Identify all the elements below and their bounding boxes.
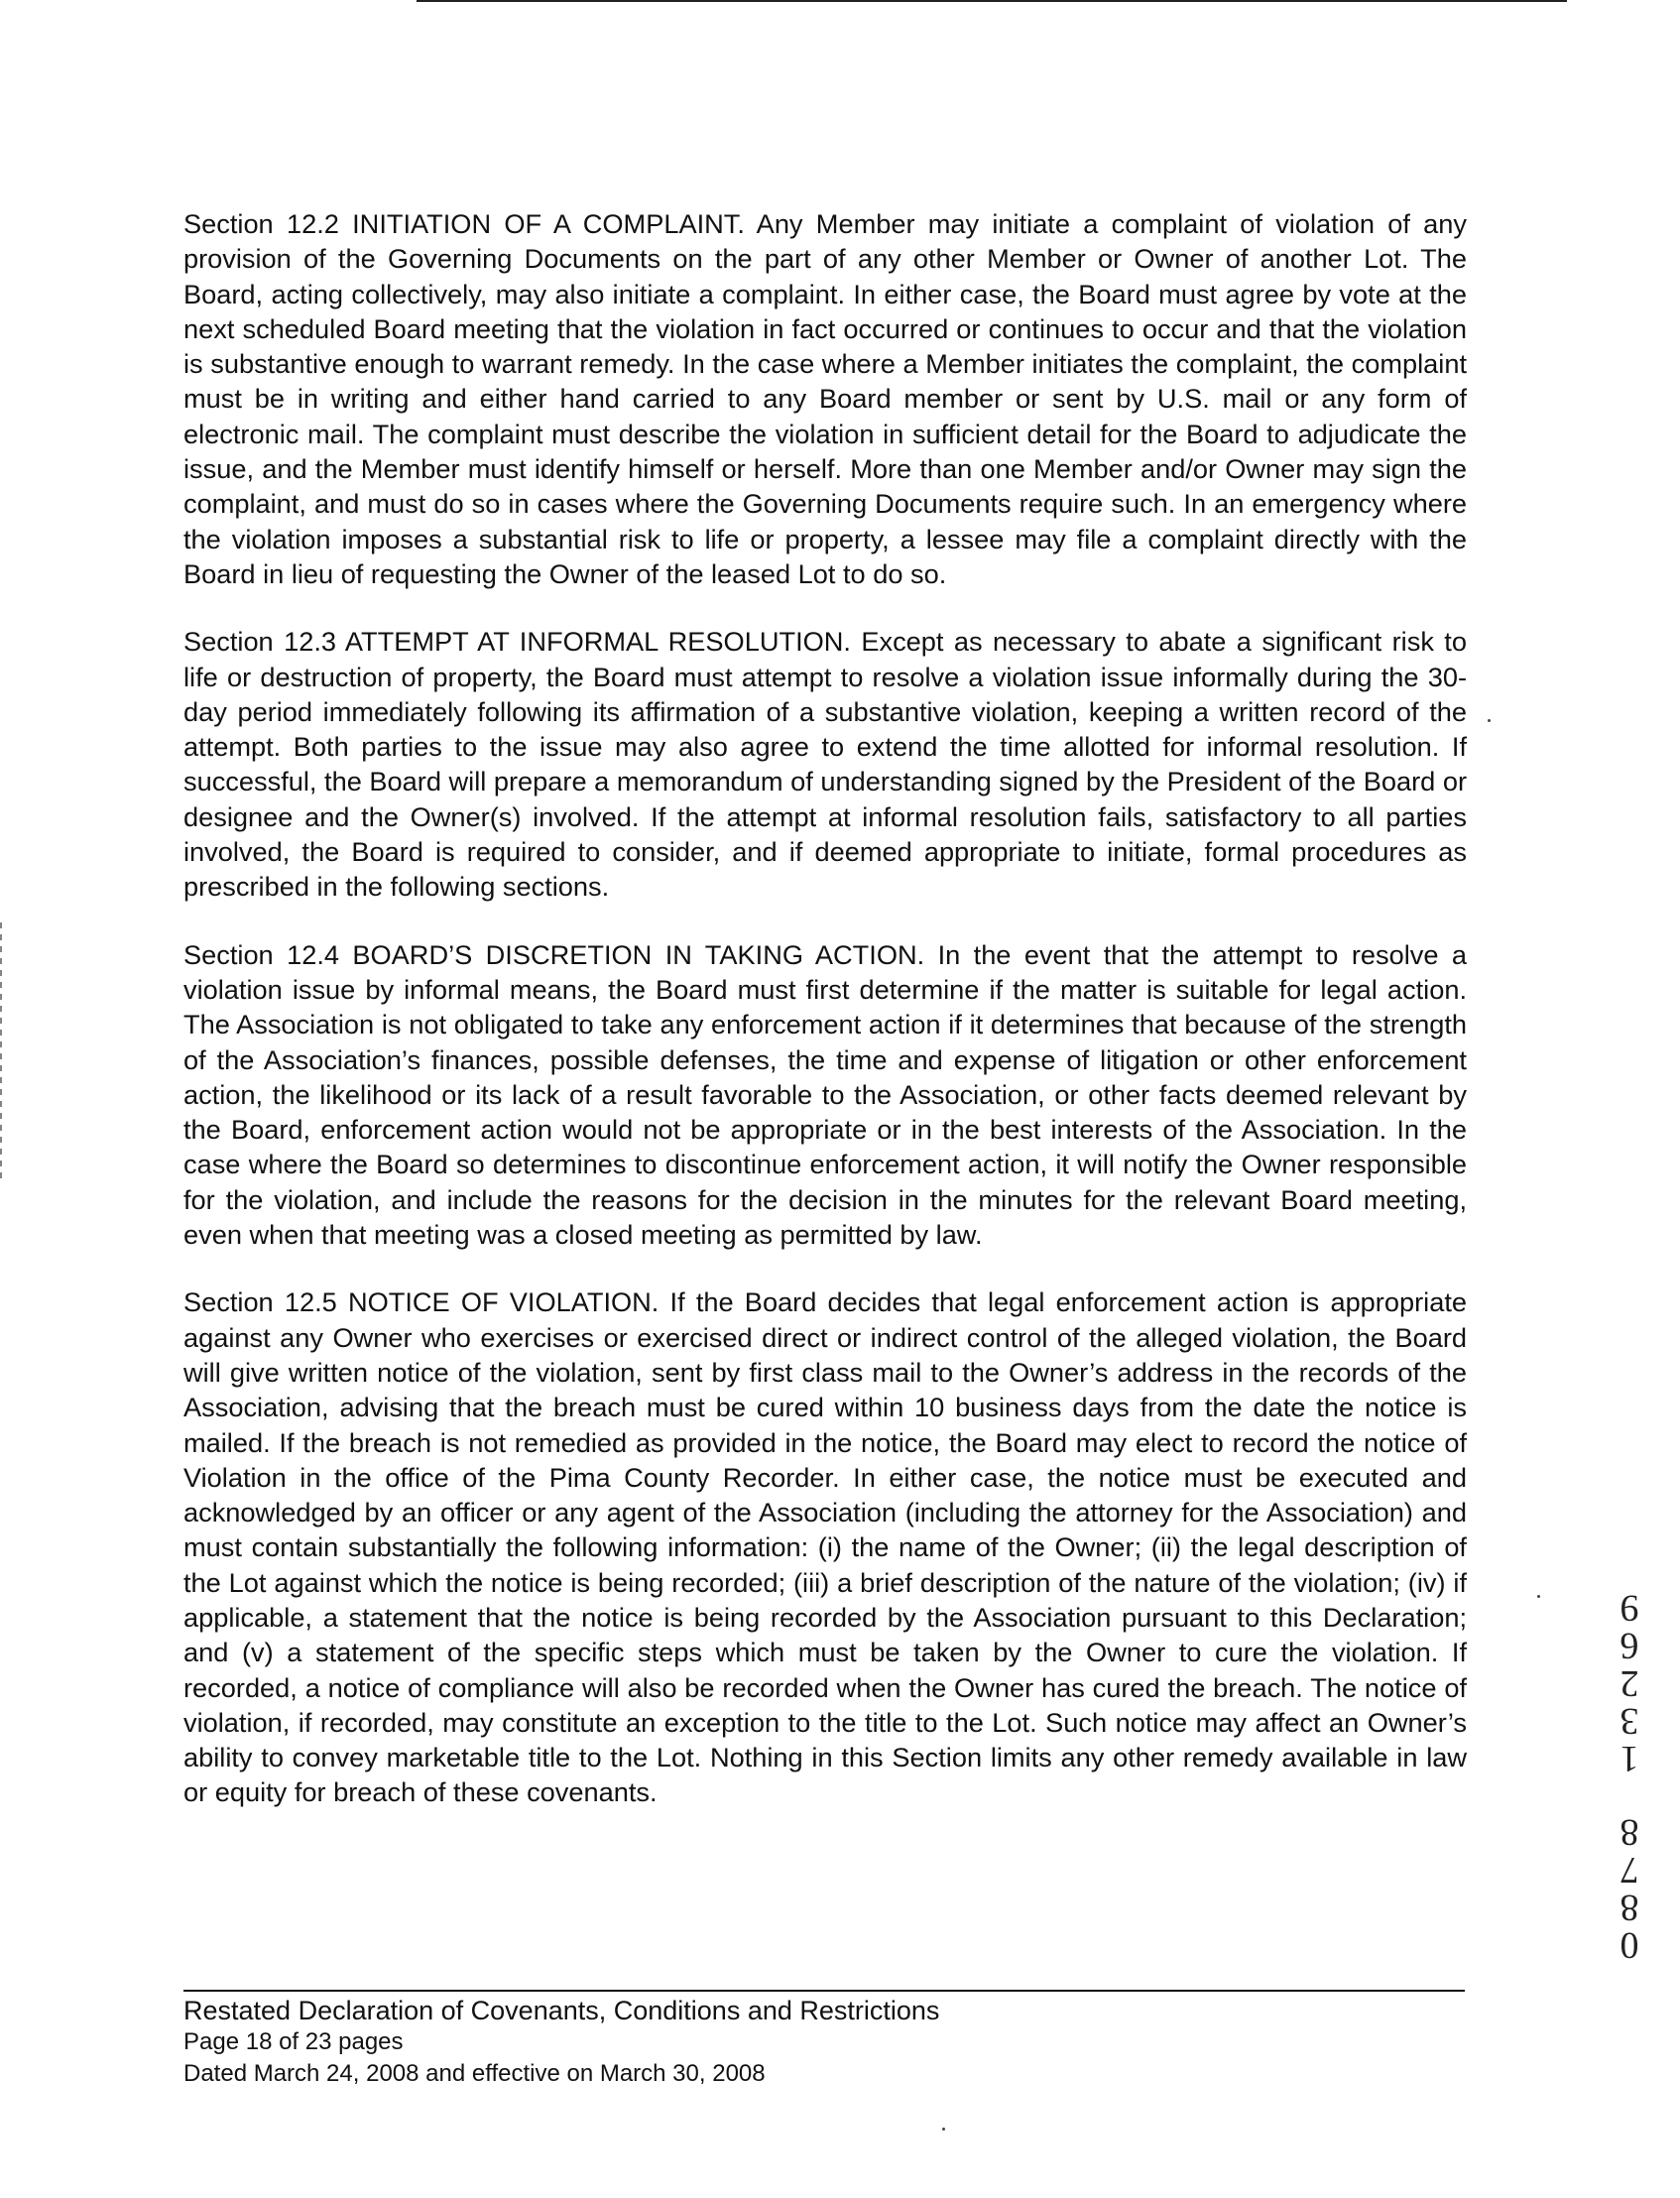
footer-date: Dated March 24, 2008 and effective on March 30, 2008 <box>183 2060 766 2087</box>
recording-stamp <box>1607 1591 1650 1966</box>
stamp-docket-number: 13269 <box>1609 1591 1650 1779</box>
section-12-2: Section 12.2 INITIATION OF A COMPLAINT. Any Member may initiate a complaint of violation of any provision of the Governing Documents on the part of any other Member or Owner of another Lot. The Board, acting collectively, may also initiate a complaint. In either case, the Board must agree by vote at the next scheduled Board meeting that the violation in fact occurred or continues to occur and that the violation is substantive enough to warrant remedy. In the case where a Member initiates the complaint, the complaint must be in writing and either hand carried to any Board member or sent by U.S. mail or any form of electronic mail. The complaint must describe the violation in sufficient detail for the Board to adjudicate the issue, and the Member must identify himself or herself. More than one Member and/or Owner may sign the complaint, and must do so in cases where the Governing Documents require such. In an emergency where the violation imposes a substantial risk to life or property, a lessee may file a complaint directly with the Board in lieu of requesting the Owner of the leased Lot to do so. <box>183 208 1467 589</box>
recording-stamp-page <box>1607 1815 1650 1966</box>
page-footer <box>183 1995 1175 2090</box>
scan-speck <box>1488 719 1491 722</box>
section-12-5: Section 12.5 NOTICE OF VIOLATION. If the Board decides that legal enforcement action is appropriate against any Owner who exercises or exercised direct or indirect control of the alleged violation, the Board will give written notice of the violation, sent by first class mail to the Owner’s address in the records of the Association, advising that the breach must be cured within 10 business days from the date the notice is mailed. If the breach is not remedied as provided in the notice, the Board may elect to record the notice of Violation in the office of the Pima County Recorder. In either case, the notice must be executed and acknowledged by an officer or any agent of the Association (including the attorney for the Association) and must contain substantially the following information: (i) the name of the Owner; (ii) the legal description of the Lot against which the notice is being recorded; (iii) a brief description of the nature of the violation; (iv) if applicable, a statement that the notice is being recorded by the Association pursuant to this Declaration; and (v) a statement of the specific steps which must be taken by the Owner to cure the violation. If recorded, a notice of compliance will also be recorded when the Owner has cured the breach. The notice of violation, if recorded, may constitute an exception to the title to the Lot. Such notice may affect an Owner’s ability to convey marketable title to the Lot. Nothing in this Section limits any other remedy available in law or equity for breach of these covenants. <box>183 1286 1467 1808</box>
section-12-3: Section 12.3 ATTEMPT AT INFORMAL RESOLUTION. Except as necessary to abate a significant risk to life or destruction of property, the Board must attempt to resolve a violation issue informally during the 30-day period immediately following its affirmation of a substantive violation, keeping a written record of the attempt. Both parties to the issue may also agree to extend the time allotted for informal resolution. If successful, the Board will prepare a memorandum of understanding signed by the President of the Board or designee and the Owner(s) involved. If the attempt at informal resolution fails, satisfactory to all parties involved, the Board is required to consider, and if deemed appropriate to initiate, formal procedures as prescribed in the following sections. <box>183 626 1467 903</box>
scan-speck <box>942 2128 945 2131</box>
scan-top-border <box>417 0 1567 2</box>
document-body <box>183 206 1467 1843</box>
footer-page-number: Page 18 of 23 pages <box>183 2028 404 2055</box>
scan-left-edge-marks <box>0 922 2 1180</box>
footer-document-title: Restated Declaration of Covenants, Conditions and Restrictions <box>183 1996 940 2025</box>
scan-speck <box>1537 1595 1540 1598</box>
footer-divider <box>183 1990 1465 1992</box>
section-12-4: Section 12.4 BOARD’S DISCRETION IN TAKING ACTION. In the event that the attempt to resolve a violation issue by informal means, the Board must first determine if the matter is suitable for legal action. The Association is not obligated to take any enforcement action if it determines that because of the strength of the Association’s finances, possible defenses, the time and expense of litigation or other enforcement action, the likelihood or its lack of a result favorable to the Association, or other facts deemed relevant by the Board, enforcement action would not be appropriate or in the best interests of the Association. In the case where the Board so determines to discontinue enforcement action, it will notify the Owner responsible for the violation, and include the reasons for the decision in the minutes for the relevant Board meeting, even when that meeting was a closed meeting as permitted by law. <box>183 938 1467 1251</box>
stamp-page-number: 0878 <box>1609 1815 1650 1966</box>
recording-stamp-docket <box>1607 1591 1650 1779</box>
